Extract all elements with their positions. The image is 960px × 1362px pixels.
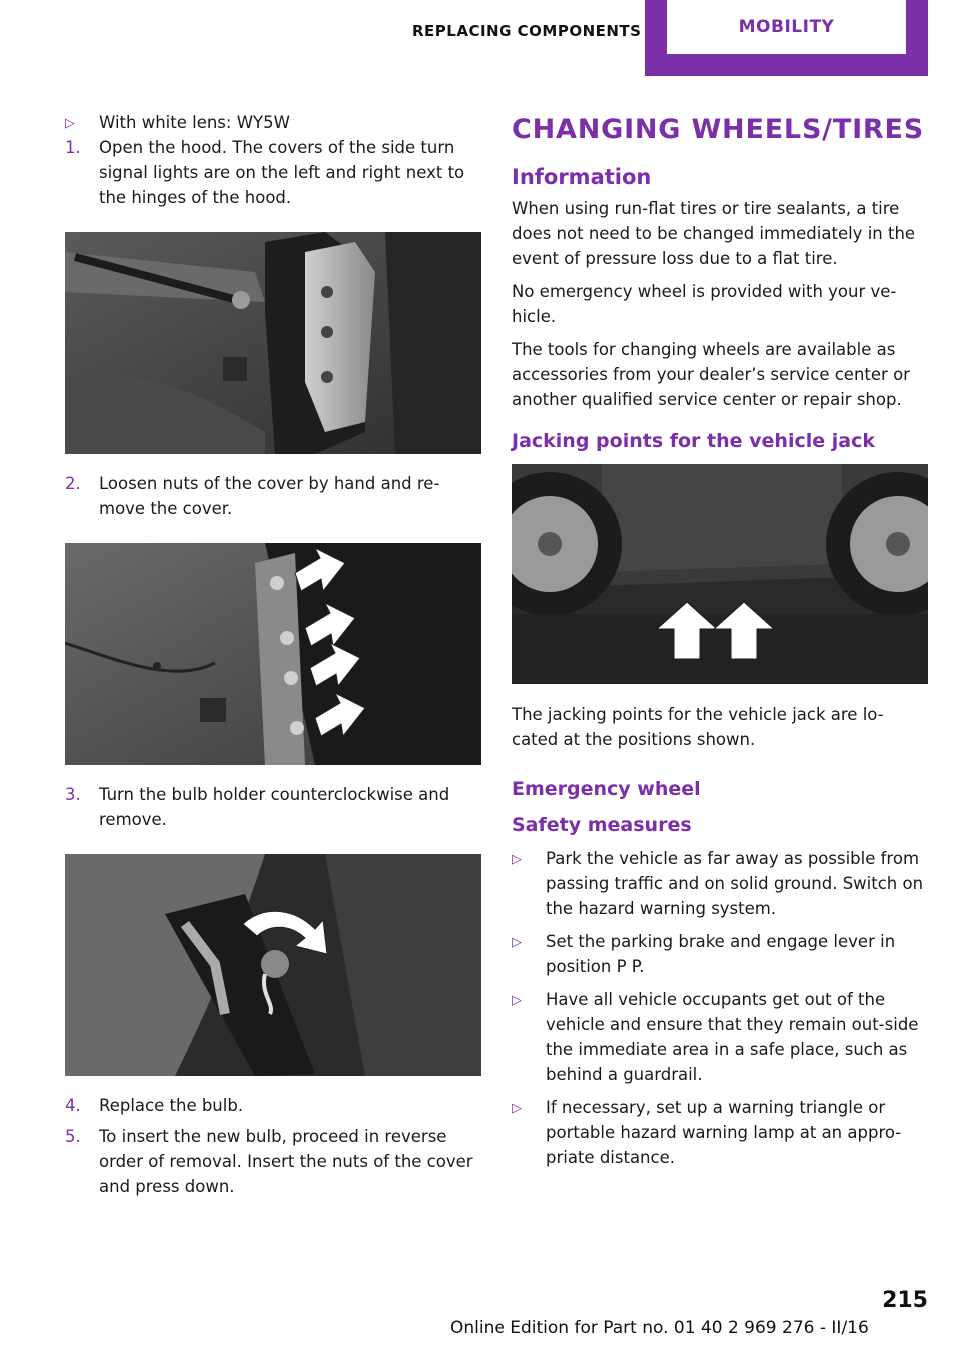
running-header-section: REPLACING COMPONENTS	[412, 22, 642, 40]
list-item-text: Park the vehicle as far away as possible from passing traffic and on solid ground. Switch on the hazard warning system.	[546, 849, 924, 918]
step-5	[65, 1124, 481, 1199]
safety-heading: Safety measures	[512, 814, 692, 836]
edition-footer: Online Edition for Part no. 01 40 2 969 276 - II/16	[450, 1318, 869, 1338]
chapter-tab	[645, 0, 928, 76]
section-title: CHANGING WHEELS/TIRES	[512, 114, 924, 145]
step-number: 2.	[65, 474, 81, 493]
photo-cover-nuts	[65, 543, 481, 765]
step-text: Turn the bulb holder counterclockwise and remove.	[99, 785, 450, 829]
triangle-bullet-icon: ▷	[512, 1101, 522, 1116]
list-item	[512, 1095, 928, 1170]
list-item	[512, 987, 928, 1087]
list-item	[65, 110, 481, 135]
list-item	[512, 929, 928, 979]
step-text: To insert the new bulb, proceed in reverse order of removal. Insert the nuts of the cover and press down.	[99, 1127, 473, 1196]
step-1	[65, 135, 481, 210]
triangle-bullet-icon: ▷	[512, 852, 522, 867]
photo-bulb-holder	[65, 854, 481, 1076]
emergency-heading: Emergency wheel	[512, 778, 701, 800]
jacking-heading: Jacking points for the vehicle jack	[512, 430, 875, 452]
information-heading: Information	[512, 165, 652, 189]
triangle-bullet-icon: ▷	[512, 993, 522, 1008]
step-text: Open the hood. The covers of the side turn signal lights are on the left and right next to the hinges of the hood.	[99, 138, 465, 207]
triangle-bullet-icon: ▷	[512, 935, 522, 950]
left-column	[65, 110, 481, 1199]
list-item-text: If necessary, set up a warning triangle or portable hazard warning lamp at an appro-priate distance.	[546, 1098, 902, 1167]
right-column	[512, 110, 928, 1178]
step-number: 5.	[65, 1127, 81, 1146]
step-text: Replace the bulb.	[99, 1096, 244, 1115]
step-number: 1.	[65, 138, 81, 157]
jacking-text: The jacking points for the vehicle jack are lo-cated at the positions shown.	[512, 705, 884, 749]
chapter-tab-label: MOBILITY	[667, 0, 906, 54]
step-4	[65, 1093, 481, 1118]
info-paragraph: When using run-flat tires or tire sealants, a tire does not need to be changed immediately in the event of pressure loss due to a flat tire.	[512, 199, 916, 268]
step-2	[65, 471, 481, 521]
info-paragraph: The tools for changing wheels are available as accessories from your dealer’s service center or another qualified service center or repair shop.	[512, 340, 910, 409]
photo-jacking-points	[512, 464, 928, 684]
page-number: 215	[882, 1288, 928, 1313]
list-item-text: With white lens: WY5W	[99, 113, 290, 132]
list-item-text: Have all vehicle occupants get out of the vehicle and ensure that they remain out-side the immediate area in a safe place, such as behind a guardrail.	[546, 990, 919, 1084]
triangle-bullet-icon: ▷	[65, 116, 75, 131]
step-3	[65, 782, 481, 832]
photo-hood-hinge	[65, 232, 481, 454]
list-item	[512, 846, 928, 921]
list-item-text: Set the parking brake and engage lever in position P P.	[546, 932, 896, 976]
step-number: 4.	[65, 1096, 81, 1115]
step-number: 3.	[65, 785, 81, 804]
info-paragraph: No emergency wheel is provided with your ve-hicle.	[512, 282, 897, 326]
step-text: Loosen nuts of the cover by hand and re-move the cover.	[99, 474, 440, 518]
